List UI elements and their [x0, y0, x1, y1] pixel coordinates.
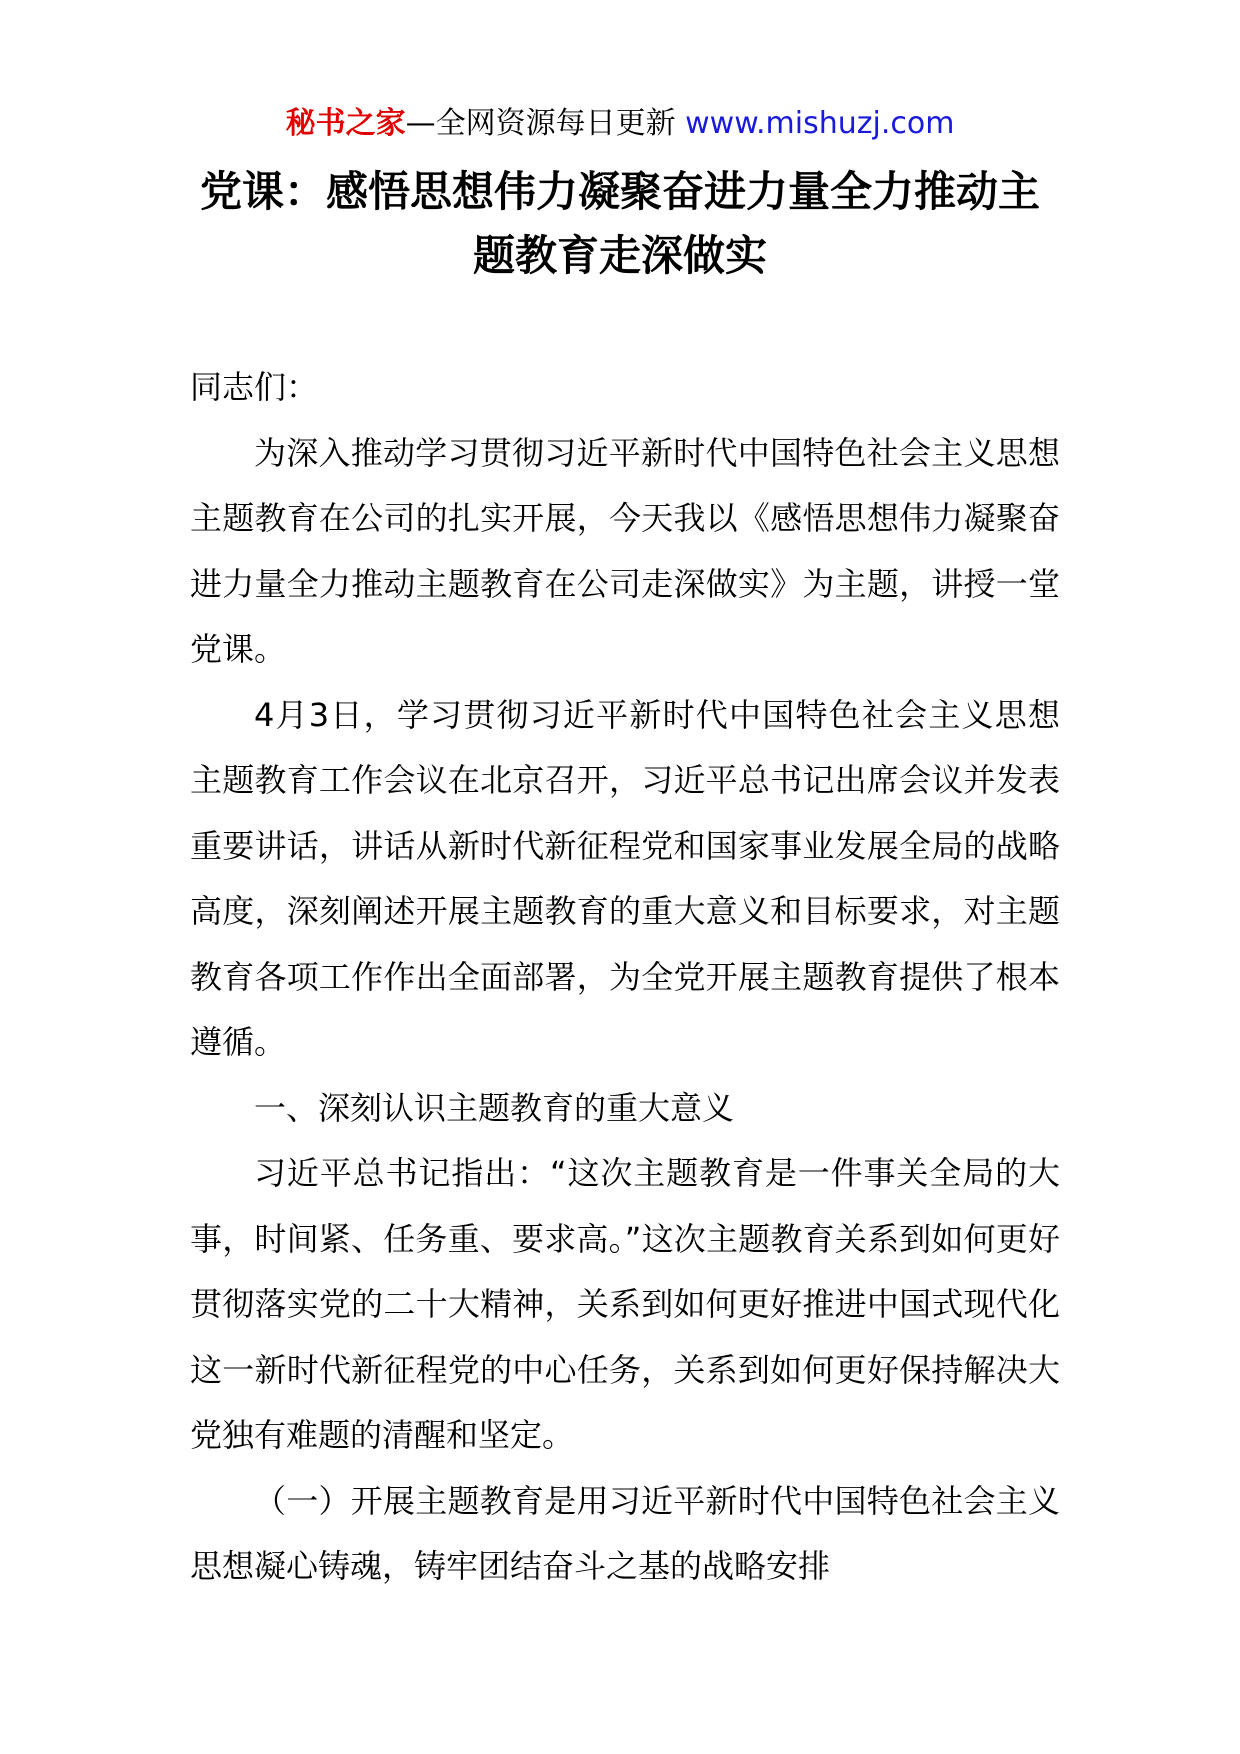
- site-brand: 秘书之家: [285, 106, 406, 141]
- paragraph: 4月3日，学习贯彻习近平新时代中国特色社会主义思想主题教育工作会议在北京召开，习近平总书记出席会议并发表重要讲话，讲话从新时代新征程党和国家事业发展全局的战略高度，深刻阐述开展主题教育的重大意义和目标要求，对主题教育各项工作作出全面部署，为全党开展主题教育提供了根本遵循。: [190, 695, 1060, 1061]
- section-heading: 一、深刻认识主题教育的重大意义: [254, 1088, 735, 1127]
- document-title: 党课：感悟思想伟力凝聚奋进力量全力推动主题教育走深做实: [199, 167, 1040, 280]
- site-header: [0, 100, 1240, 148]
- subsection-heading: （一）开展主题教育是用习近平新时代中国特色社会主义思想凝心铸魂，铸牢团结奋斗之基的战略安排: [190, 1481, 1060, 1585]
- paragraph: 习近平总书记指出：“这次主题教育是一件事关全局的大事，时间紧、任务重、要求高。”这次主题教育关系到如何更好贯彻落实党的二十大精神，关系到如何更好推进中国式现代化这一新时代新征程党的中心任务，关系到如何更好保持解决大党独有难题的清醒和坚定。: [190, 1154, 1060, 1454]
- salutation: 同志们：: [190, 368, 319, 406]
- paragraph: 为深入推动学习贯彻习近平新时代中国特色社会主义思想主题教育在公司的扎实开展，今天我以《感悟思想伟力凝聚奋进力量全力推动主题教育在公司走深做实》为主题，讲授一堂党课。: [190, 433, 1060, 668]
- site-slogan: —全网资源每日更新: [405, 106, 686, 141]
- site-url-link[interactable]: www.mishuzj.com: [685, 106, 955, 141]
- document-body: [190, 355, 1060, 1600]
